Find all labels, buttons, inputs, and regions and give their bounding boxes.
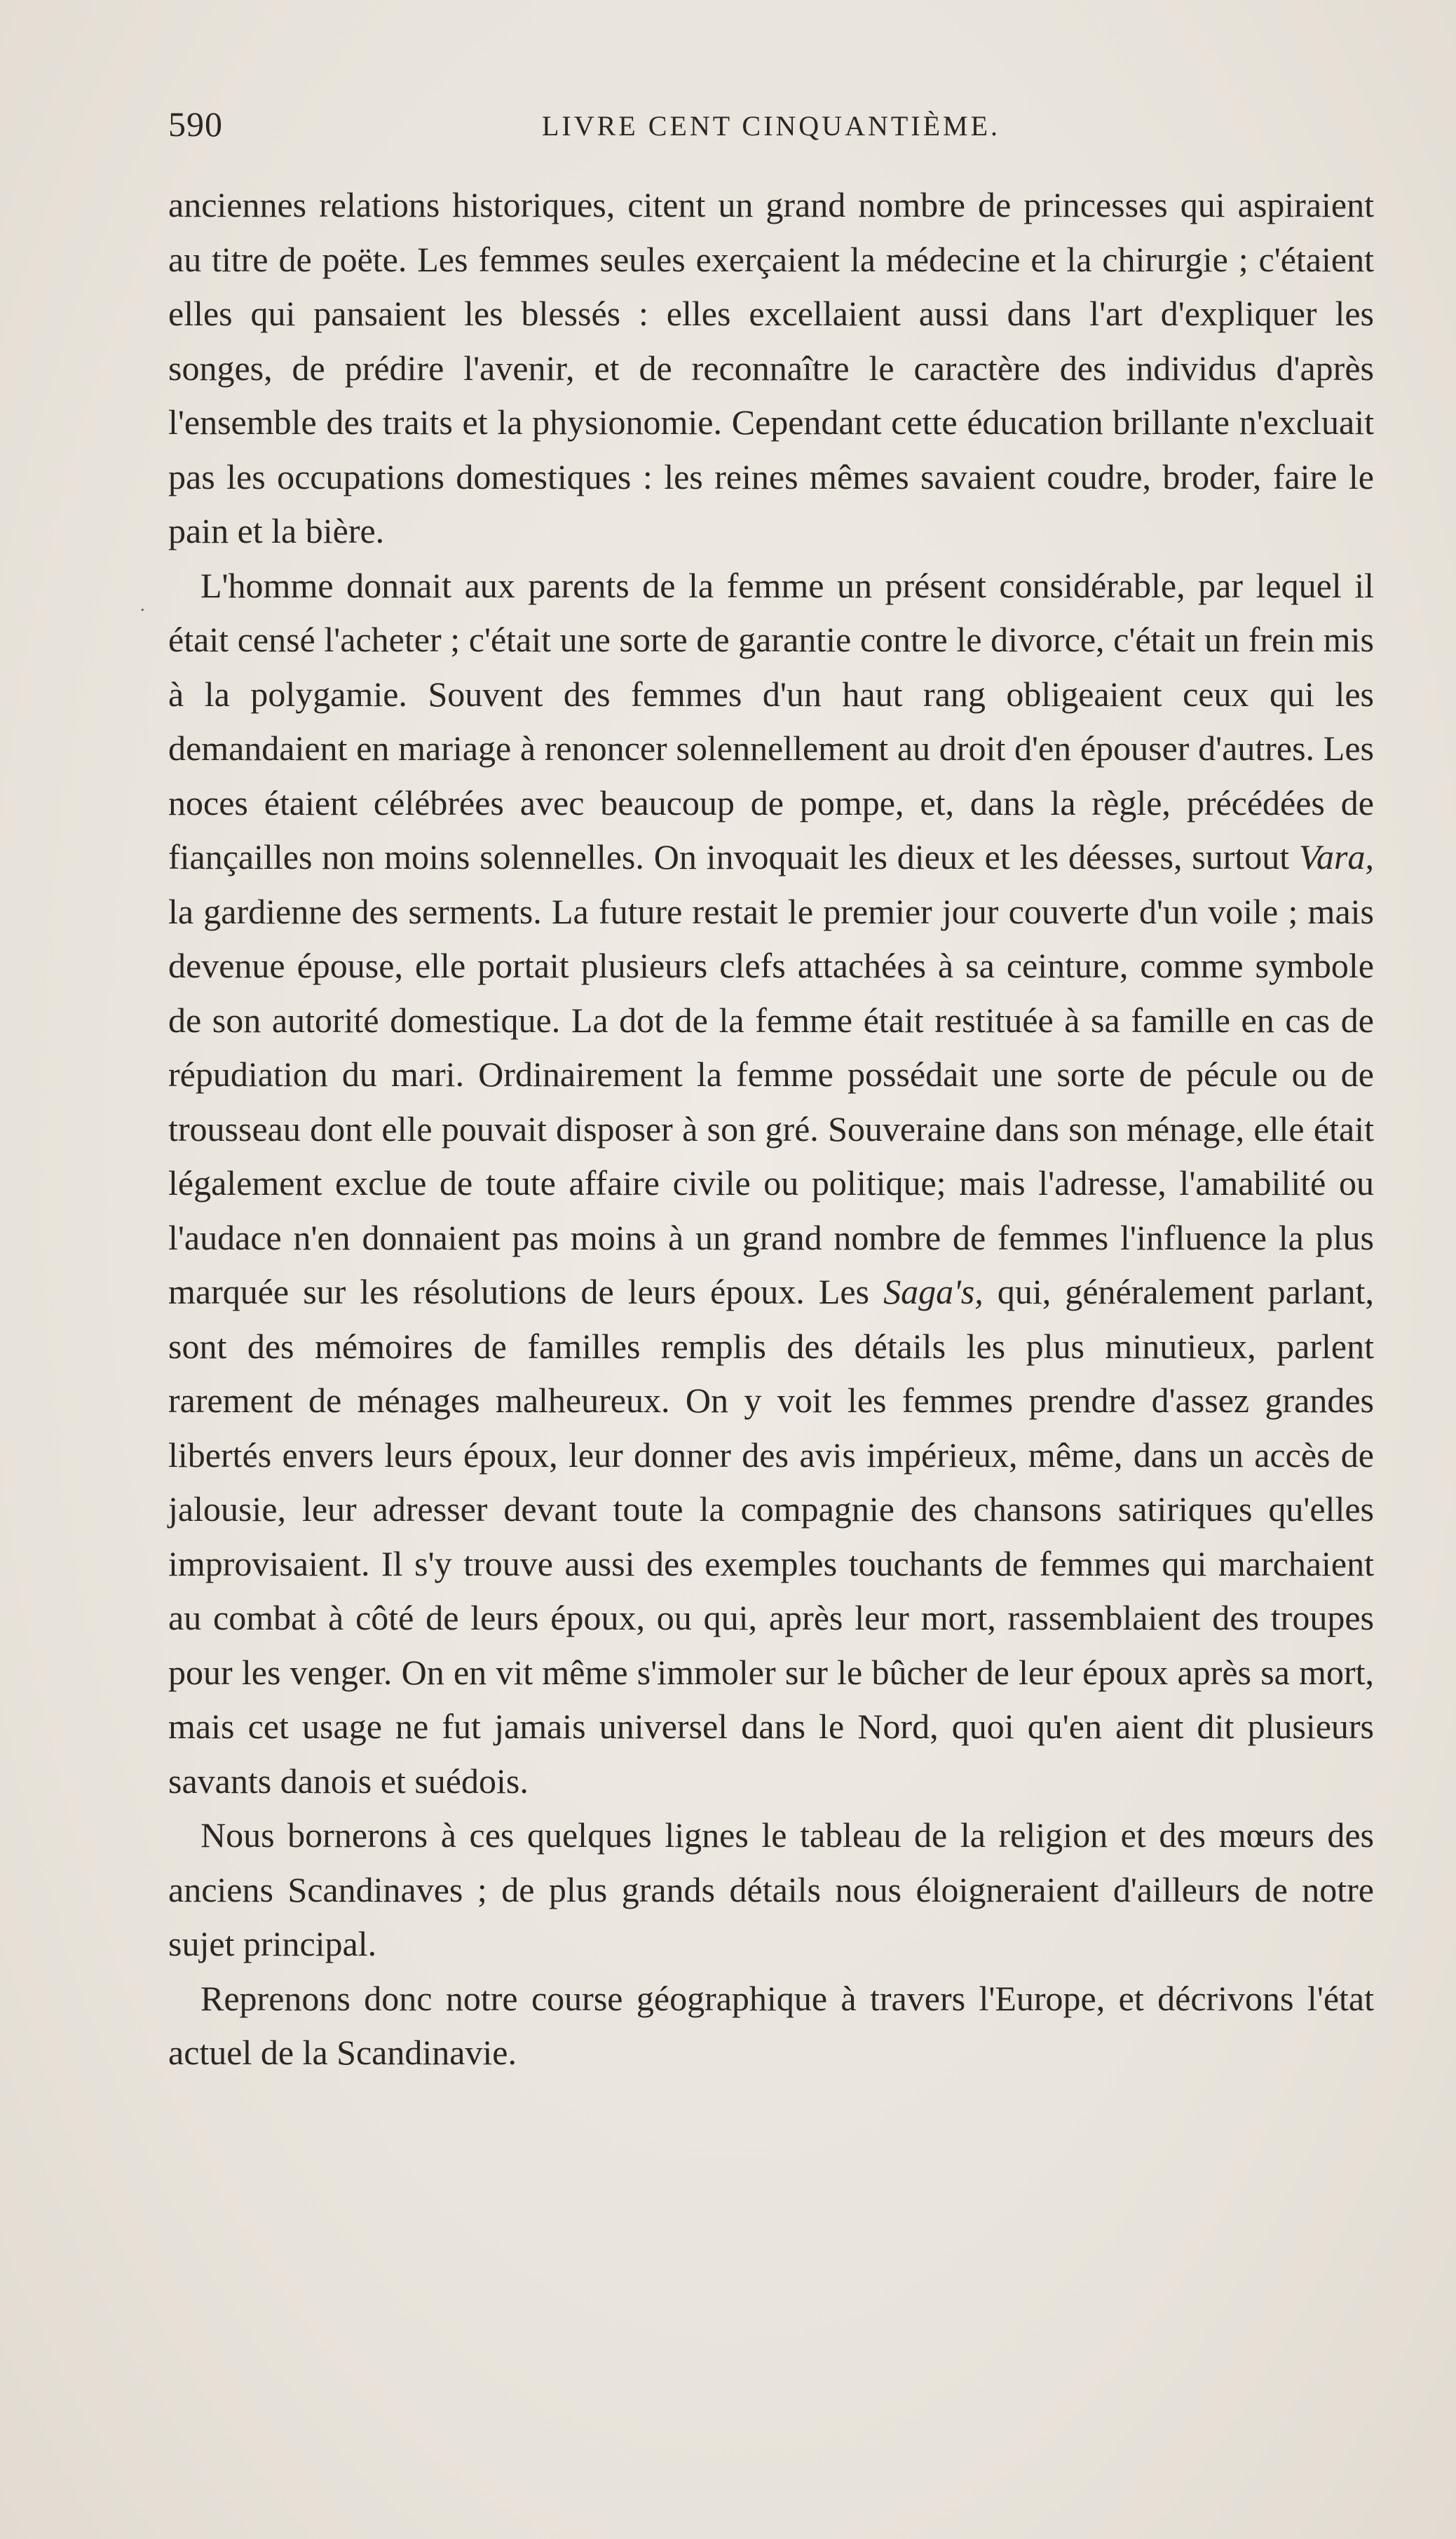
term-vara: Vara,: [1299, 837, 1374, 876]
term-sagas: Saga's,: [883, 1272, 984, 1311]
paragraph-3: [168, 1808, 1374, 1972]
page-number: 590: [168, 104, 223, 144]
page-header: [168, 104, 1374, 153]
paragraph-2-text-c: qui, généralement parlant, sont des mémoires de familles remplis des détails les plus minutieux, parlent rarement de ménages malheureux. On y voit les femmes prendre d'assez grandes libertés envers leurs époux, leur donner des avis impérieux, même, dans un accès de jalousie, leur adresser devant toute la compagnie des chansons satiriques qu'elles improvisaient. Il s'y trouve aussi des exemples touchants de femmes qui marchaient au combat à côté de leurs époux, ou qui, après leur mort, rassemblaient des troupes pour les venger. On en vit même s'immoler sur le bûcher de leur époux après sa mort, mais cet usage ne fut jamais universel dans le Nord, quoi qu'en aient dit plusieurs savants danois et suédois.: [168, 1272, 1374, 1801]
paragraph-2: [168, 559, 1374, 1809]
paragraph-3-text: Nous bornerons à ces quelques lignes le tableau de la religion et des mœurs des anciens Scandinaves ; de plus grands détails nous éloigneraient d'ailleurs de notre sujet principal.: [168, 1815, 1374, 1963]
margin-dot-mark: .: [140, 595, 145, 615]
paragraph-2-text-a: L'homme donnait aux parents de la femme un présent considérable, par lequel il était censé l'acheter ; c'était une sorte de garantie contre le divorce, c'était un frein mis à la polygamie. Souvent des femmes d'un haut rang obligeaient ceux qui les demandaient en mariage à renoncer solennellement au droit d'en épouser d'autres. Les noces étaient célébrées avec beaucoup de pompe, et, dans la règle, précédées de fiançailles non moins solennelles. On invoquait les dieux et les déesses, surtout: [168, 565, 1374, 876]
paragraph-1: [168, 178, 1374, 559]
running-title: LIVRE CENT CINQUANTIÈME.: [541, 110, 1001, 142]
paragraph-1-text: anciennes relations historiques, citent un grand nombre de princesses qui aspiraient au titre de poëte. Les femmes seules exerçaient la médecine et la chirurgie ; c'étaient elles qui pansaient les blessés : elles excellaient aussi dans l'art d'expliquer les songes, de prédire l'avenir, et de reconnaître le caractère des individus d'après l'ensemble des traits et la physionomie. Cependant cette éducation brillante n'excluait pas les occupations domestiques : les reines mêmes savaient coudre, broder, faire le pain et la bière.: [168, 185, 1374, 550]
body-text: [168, 178, 1374, 2080]
paragraph-2-text-b: la gardienne des serments. La future restait le premier jour couverte d'un voile ; mais devenue épouse, elle portait plusieurs clefs attachées à sa ceinture, comme symbole de son autorité domestique. La dot de la femme était restituée à sa famille en cas de répudiation du mari. Ordinairement la femme possédait une sorte de pécule ou de trousseau dont elle pouvait disposer à son gré. Souveraine dans son ménage, elle était légalement exclue de toute affaire civile ou politique; mais l'adresse, l'amabilité ou l'audace n'en donnaient pas moins à un grand nombre de femmes l'influence la plus marquée sur les résolutions de leurs époux. Les: [168, 891, 1374, 1311]
paragraph-4: [168, 1972, 1374, 2080]
paragraph-4-text: Reprenons donc notre course géographique à travers l'Europe, et décrivons l'état actuel de la Scandinavie.: [168, 1978, 1374, 2072]
